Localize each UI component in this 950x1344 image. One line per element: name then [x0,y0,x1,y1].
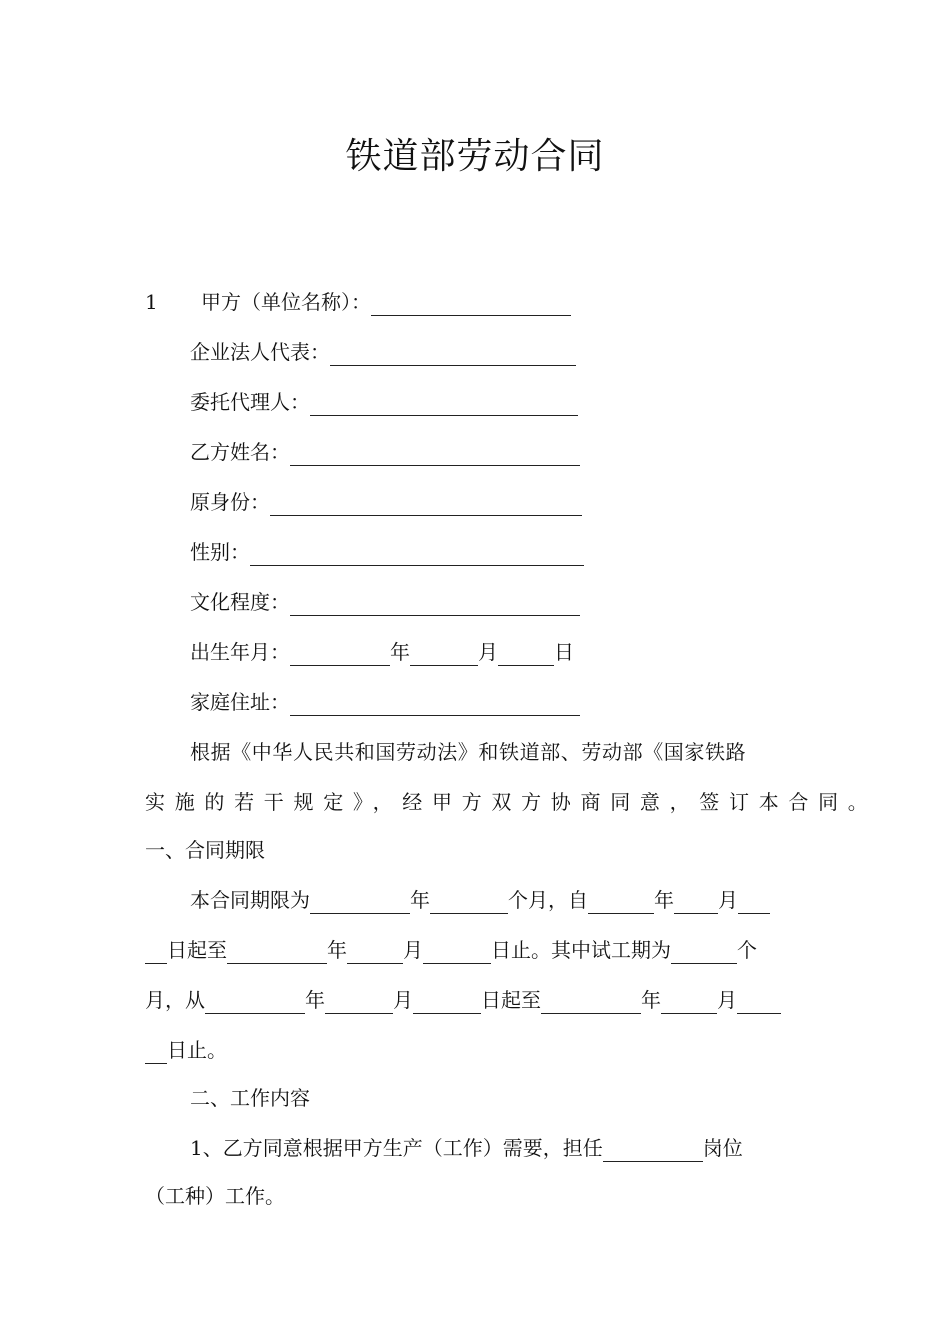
end-month-blank [347,941,403,964]
start-day-blank-a [738,891,770,914]
start-year-unit: 年 [654,888,674,912]
prob-end-month-blank [661,991,717,1014]
prob-start-year-unit: 年 [305,988,325,1012]
term-text-2a: 日起至 [167,938,227,962]
prob-start-month-unit: 月 [393,988,413,1012]
term-months-blank [430,891,508,914]
end-day-blank [423,941,491,964]
birth-day-blank [498,643,554,666]
term-text-2d: 日止。其中试工期为 [491,938,671,962]
party-a-label: 甲方（单位名称）： [201,290,371,314]
party-b-name-line [190,438,580,466]
original-identity-line [190,488,582,516]
party-b-name-label: 乙方姓名： [190,440,290,464]
legal-rep-label: 企业法人代表： [190,340,330,364]
agent-blank [310,393,578,416]
legal-rep-line [190,338,576,366]
original-identity-blank [270,493,582,516]
agent-label: 委托代理人： [190,390,310,414]
intro-line-2-text: 实施的若干规定》，经甲方双方协商同意，签订本合同。 [145,790,878,814]
work-item-1-text-b: 岗位 [702,1136,743,1160]
term-text-3a: 月，从 [145,988,205,1012]
address-label: 家庭住址： [190,690,290,714]
document-title: 铁道部劳动合同 [345,136,605,177]
position-blank [603,1139,703,1162]
term-years-blank [310,891,410,914]
prob-end-year-blank [541,991,641,1014]
term-line-1 [190,886,770,914]
birth-label: 出生年月： [190,640,290,664]
birth-day-unit: 日 [554,640,574,664]
probation-blank [671,941,737,964]
term-line-4 [145,1036,227,1064]
intro-line-2 [145,788,878,816]
term-year-unit: 年 [410,888,430,912]
term-text-2e: 个 [737,938,757,962]
term-text-c: 个月，自 [508,888,588,912]
work-item-1-line-2: （工种）工作。 [145,1184,285,1208]
prob-end-year-unit: 年 [641,988,661,1012]
birth-line [190,638,574,666]
party-a-line [145,288,571,316]
education-label: 文化程度： [190,590,290,614]
term-line-3 [145,986,781,1014]
prob-end-day-blank-a [737,991,781,1014]
education-blank [290,593,580,616]
work-item-1-text-a: 1、乙方同意根据甲方生产（工作）需要，担任 [190,1136,603,1160]
agent-line [190,388,578,416]
birth-year-blank [290,643,390,666]
term-text-4a: 日止。 [167,1038,227,1062]
start-month-blank [674,891,718,914]
prob-start-day-blank [413,991,481,1014]
intro-line-1: 根据《中华人民共和国劳动法》和铁道部、劳动部《国家铁路 [190,740,747,764]
address-line [190,688,580,716]
end-year-blank [227,941,327,964]
prob-end-day-blank-b [145,1041,167,1064]
section2-heading: 二、工作内容 [190,1086,310,1110]
gender-line [190,538,584,566]
prob-end-month-unit: 月 [717,988,737,1012]
gender-blank [250,543,584,566]
legal-rep-blank [330,343,576,366]
party-a-blank [371,293,571,316]
party-a-number: 1 [145,290,158,314]
term-line-2 [145,936,757,964]
birth-month-unit: 月 [478,640,498,664]
end-month-unit: 月 [403,938,423,962]
original-identity-label: 原身份： [190,490,270,514]
start-year-blank [588,891,654,914]
section1-heading: 一、合同期限 [145,838,265,862]
prob-start-year-blank [205,991,305,1014]
birth-year-unit: 年 [390,640,410,664]
gender-label: 性别： [190,540,250,564]
address-blank [290,693,580,716]
birth-month-blank [410,643,478,666]
start-day-blank-b [145,941,167,964]
term-text-a: 本合同期限为 [190,888,310,912]
end-year-unit: 年 [327,938,347,962]
education-line [190,588,580,616]
party-b-name-blank [290,443,580,466]
start-month-unit: 月 [718,888,738,912]
term-text-3d: 日起至 [481,988,541,1012]
work-item-1-line-1 [190,1134,743,1162]
prob-start-month-blank [325,991,393,1014]
